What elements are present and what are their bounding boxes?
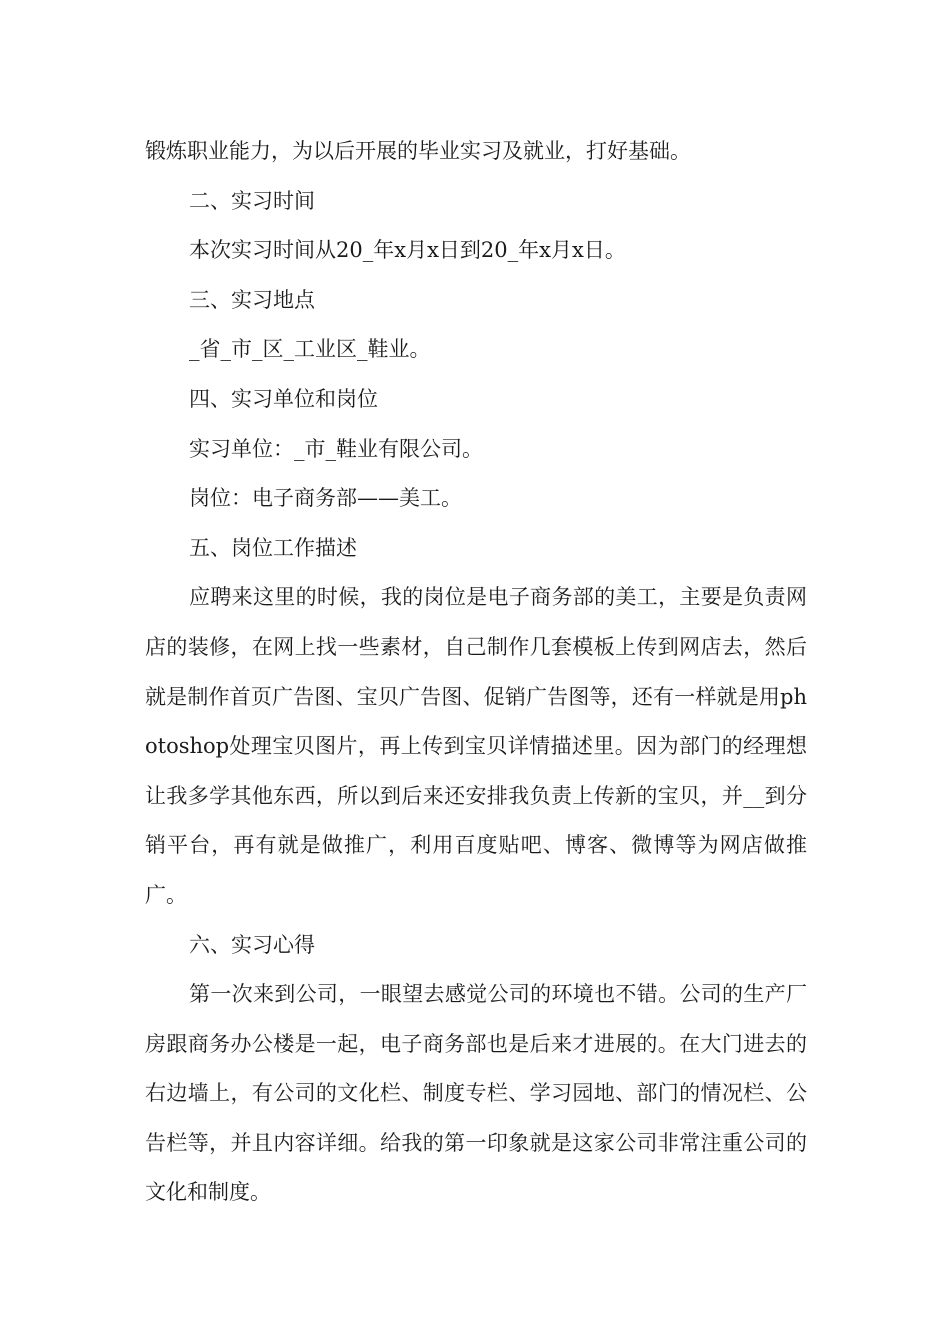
heading-unit-and-position: 四、实习单位和岗位 xyxy=(189,386,378,411)
heading-internship-time: 二、实习时间 xyxy=(189,188,315,213)
paragraph-internship-location: _省_市_区_工业区_鞋业。 xyxy=(189,337,431,362)
heading-job-description: 五、岗位工作描述 xyxy=(189,535,357,560)
paragraph-internship-experience: 第一次来到公司，一眼望去感觉公司的环境也不错。公司的生产厂房跟商务办公楼是一起，电子商务部也是后来才进展的。在大门进去的右边墙上，有公司的文化栏、制度专栏、学习园地、部门的情况栏、公告栏等，并且内容详细。给我的第一印象就是这家公司非常注重公司的文化和制度。 xyxy=(145,982,807,1205)
paragraph-internship-time: 本次实习时间从20_年x月x日到20_年x月x日。 xyxy=(189,238,626,263)
paragraph-continuation: 锻炼职业能力，为以后开展的毕业实习及就业，打好基础。 xyxy=(145,139,691,163)
paragraph-unit: 实习单位：_市_鞋业有限公司。 xyxy=(189,436,483,461)
document-body xyxy=(145,127,807,1218)
paragraph-position: 岗位：电子商务部——美工。 xyxy=(189,486,462,511)
heading-internship-location: 三、实习地点 xyxy=(189,287,315,312)
heading-internship-experience: 六、实习心得 xyxy=(189,932,315,957)
paragraph-job-description: 应聘来这里的时候，我的岗位是电子商务部的美工，主要是负责网店的装修，在网上找一些素材，自己制作几套模板上传到网店去，然后就是制作首页广告图、宝贝广告图、促销广告图等，还有一样就是用photoshop处理宝贝图片，再上传到宝贝详情描述里。因为部门的经理想让我多学其他东西，所以到后来还安排我负责上传新的宝贝，并__到分销平台，再有就是做推广，利用百度贴吧、博客、微博等为网店做推广。 xyxy=(145,585,807,907)
